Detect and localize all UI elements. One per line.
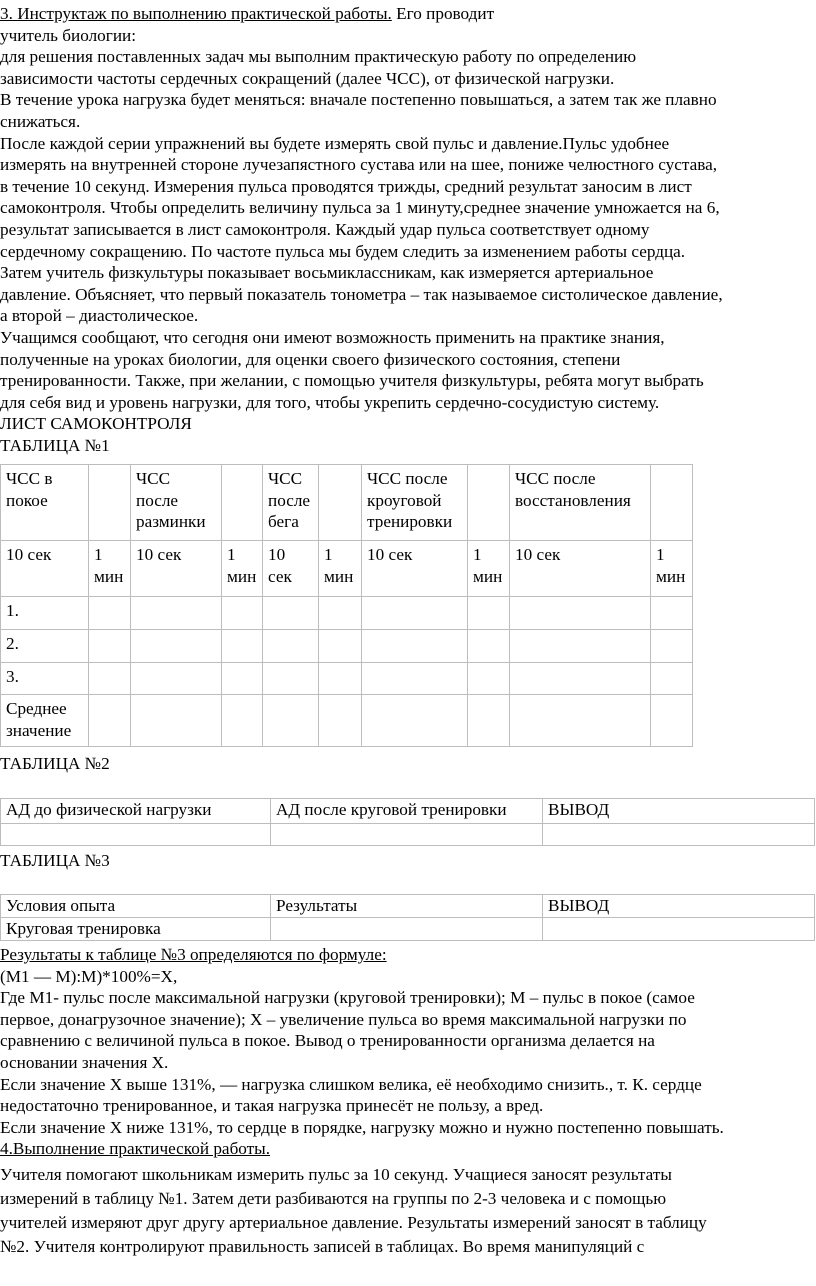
intro-line: После каждой серии упражнений вы будете измерять свой пульс и давление.Пульс удобнее — [0, 133, 670, 153]
formula-section — [0, 944, 814, 1160]
formula-line: первое, донагрузочное значение); Х – увеличение пульса во время максимальной нагрузки по — [0, 1009, 687, 1029]
intro-line: Затем учитель физкультуры показывает восьмиклассникам, как измеряется артериальное — [0, 263, 654, 283]
section4-body — [0, 1163, 814, 1259]
table1-header-cell: ЧСС после бега — [263, 465, 319, 541]
table3-header-cell: ВЫВОД — [543, 895, 815, 918]
table1-row-label: 1. — [1, 597, 89, 630]
table1-row — [1, 663, 693, 695]
table1-empty-cell — [222, 465, 263, 541]
table3-cell: Круговая тренировка — [1, 918, 271, 941]
section3-heading: 3. Инструктаж по выполнению практической работы. — [0, 4, 392, 23]
section4-line: измерений в таблицу №1. Затем дети разбиваются на группы по 2-3 человека и с помощью — [0, 1189, 667, 1208]
intro-line: Учащимся сообщают, что сегодня они имеют возможность применить на практике знания, — [0, 327, 665, 347]
table1-subheader-cell: 1 мин — [222, 541, 263, 597]
intro-line: давление. Объясняет, что первый показатель тонометра – так называемое систолическое давление, — [0, 284, 723, 304]
table1-subheader-cell: 10 сек — [131, 541, 222, 597]
table1-header-cell: ЧСС после восстановления — [510, 465, 651, 541]
intro-line: а второй – диастолическое. — [0, 306, 199, 326]
table1-empty-cell — [468, 465, 510, 541]
table1-subheader-cell: 1 мин — [319, 541, 362, 597]
table1-row-label: 2. — [1, 630, 89, 663]
table1-header-cell: ЧСС после разминки — [131, 465, 222, 541]
section4-line: №2. Учителя контролируют правильность записей в таблицах. Во время манипуляций с — [0, 1237, 645, 1256]
intro-line: для себя вид и уровень нагрузки, для того, чтобы укрепить сердечно-сосудистую систему. — [0, 392, 660, 412]
intro-line: для решения поставленных задач мы выполним практическую работу по определению — [0, 47, 637, 67]
intro-line: В течение урока нагрузка будет меняться: вначале постепенно повышаться, а затем так же плавно — [0, 90, 717, 110]
table1-subheader-cell: 10 сек — [362, 541, 468, 597]
section4-heading: 4.Выполнение практической работы. — [0, 1139, 271, 1159]
formula-line: Где М1- пульс после максимальной нагрузки (круговой тренировки); М – пульс в покое (самое — [0, 988, 695, 1008]
table3 — [0, 894, 815, 941]
formula-line: недостаточно тренированное, и такая нагрузка принесёт не пользу, а вред. — [0, 1096, 544, 1116]
intro-heading-line — [0, 3, 814, 25]
table1-row-label: Среднее значение — [1, 695, 89, 747]
intro-line: сердечному сокращению. По частоте пульса мы будем следить за изменением работы сердца. — [0, 241, 686, 261]
table1-empty-cell — [319, 465, 362, 541]
intro-line: зависимости частоты сердечных сокращений (далее ЧСС), от физической нагрузки. — [0, 68, 615, 88]
table2-caption: ТАБЛИЦА №2 — [0, 754, 110, 773]
table3-header-cell: Результаты — [271, 895, 543, 918]
table3-header-row — [1, 895, 815, 918]
formula-expression: (М1 — М):М)*100%=Х, — [0, 966, 178, 986]
table1-header-row — [1, 465, 693, 541]
intro-section — [0, 3, 814, 456]
table3-caption: ТАБЛИЦА №3 — [0, 851, 110, 870]
formula-heading: Результаты к таблице №3 определяются по формуле: — [0, 945, 387, 964]
formula-line: сравнению с величиной пульса в покое. Вывод о тренированности организма делается на — [0, 1031, 655, 1051]
table1-header-cell: ЧСС после кроуговой тренировки — [362, 465, 468, 541]
table3-cell — [543, 918, 815, 941]
table1-row — [1, 695, 693, 747]
table1-row — [1, 597, 693, 630]
formula-line: Если значение Х ниже 131%, то сердце в порядке, нагрузку можно и нужно постепенно повышать. — [0, 1117, 724, 1137]
table2-header-row — [1, 799, 815, 824]
intro-line: учитель биологии: — [0, 25, 136, 45]
table3-cell — [271, 918, 543, 941]
table1-subheader-cell: 10 сек — [263, 541, 319, 597]
section3-heading-tail: Его проводит — [391, 4, 495, 23]
table1-subheader-cell: 1 мин — [89, 541, 131, 597]
table1-row-label: 3. — [1, 663, 89, 695]
intro-line: полученные на уроках биологии, для оценки своего физического состояния, степени — [0, 349, 621, 369]
intro-line: в течение 10 секунд. Измерения пульса проводятся трижды, средний результат заносим в лист — [0, 176, 692, 196]
intro-line: тренированности. Также, при желании, с помощью учителя физкультуры, ребята могут выбрать — [0, 371, 704, 391]
table2-row — [1, 824, 815, 846]
table1-subheader-cell: 10 сек — [510, 541, 651, 597]
section4-line: учителей измеряют друг другу артериальное давление. Результаты измерений заносят в таблицу — [0, 1213, 707, 1232]
intro-line: самоконтроля. Чтобы определить величину пульса за 1 минуту,среднее значение умножается на 6, — [0, 198, 720, 218]
table1-empty-cell — [651, 465, 693, 541]
formula-line: Если значение Х выше 131%, — нагрузка слишком велика, её необходимо снизить., т. К. сердце — [0, 1074, 702, 1094]
intro-line: результат записывается в лист самоконтроля. Каждый удар пульса соответствует одному — [0, 219, 650, 239]
table2-header-cell: АД после круговой тренировки — [271, 799, 543, 824]
table3-header-cell: Условия опыта — [1, 895, 271, 918]
table2 — [0, 798, 815, 846]
table1 — [0, 464, 693, 747]
intro-line: снижаться. — [0, 111, 81, 131]
table1-subheader-cell: 1 мин — [651, 541, 693, 597]
section4-line: Учителя помогают школьникам измерить пульс за 10 секунд. Учащиеся заносят результаты — [0, 1165, 672, 1184]
table1-header-cell: ЧСС в покое — [1, 465, 89, 541]
formula-line: основании значения Х. — [0, 1052, 169, 1072]
table1-subheader-cell: 10 сек — [1, 541, 89, 597]
table1-caption: ТАБЛИЦА №1 — [0, 435, 110, 455]
sheet-title: ЛИСТ САМОКОНТРОЛЯ — [0, 414, 192, 434]
intro-line: измерять на внутренней стороне лучезапястного сустава или на шее, пониже челюстного сустава, — [0, 155, 718, 175]
table3-row — [1, 918, 815, 941]
table1-empty-cell — [89, 465, 131, 541]
table1-subheader-row — [1, 541, 693, 597]
table1-row — [1, 630, 693, 663]
table1-subheader-cell: 1 мин — [468, 541, 510, 597]
table2-header-cell: АД до физической нагрузки — [1, 799, 271, 824]
table2-header-cell: ВЫВОД — [543, 799, 815, 824]
